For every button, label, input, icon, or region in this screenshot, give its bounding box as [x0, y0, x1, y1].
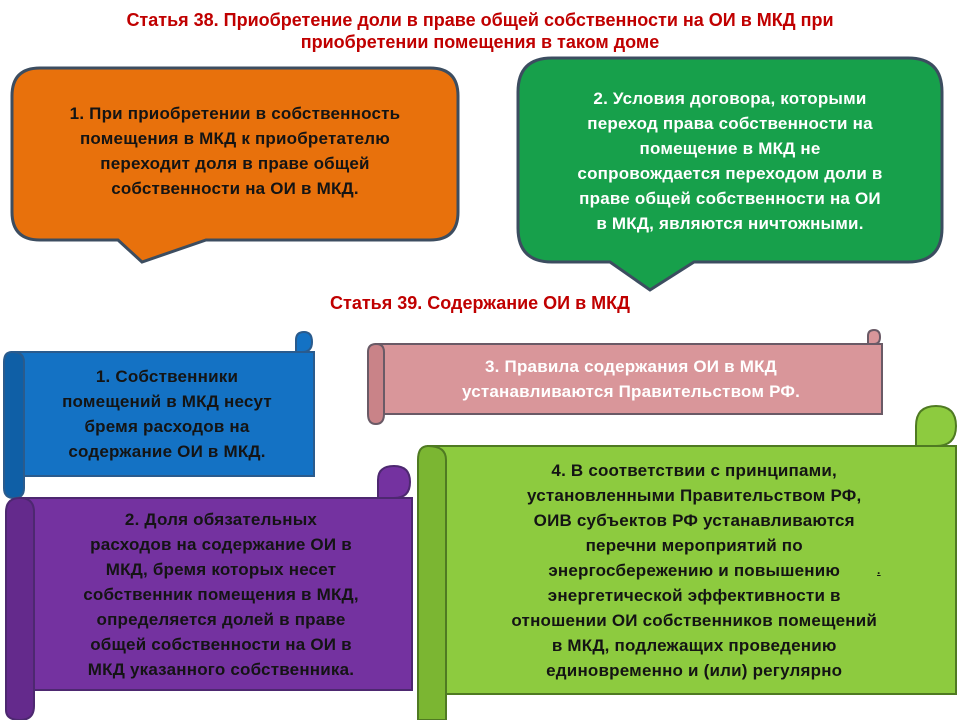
trailing-dot: . — [877, 562, 881, 577]
scroll-3-text: 3. Правила содержания ОИ в МКД устанавливаются Правительством РФ. — [461, 357, 801, 401]
scroll-2-text: 2. Доля обязательных расходов на содержание ОИ в МКД, бремя которых несет собственник помещения в МКД, определяется долей в праве общей собственности на ОИ в МКД указанного собственника. — [83, 509, 359, 679]
scroll-4-main-text: 4. В соответствии с принципами, установленными Правительством РФ, ОИВ субъектов РФ устанавливаются перечни мероприятий по энергосбережению и повышению энергетической эффективности в отношении ОИ собственников помещений в МКД, подлежащих проведению единовременно и (или) регулярно — [511, 460, 878, 680]
section-title: Статья 39. Содержание ОИ в МКД — [330, 293, 630, 313]
page-title: Статья 38. Приобретение доли в праве общей собственности на ОИ в МКД при приобретении помещения в таком доме — [126, 10, 834, 52]
scroll-1-text: 1. Собственники помещений в МКД несут бремя расходов на содержание ОИ в МКД. — [62, 367, 272, 461]
callout-1-text: 1. При приобретении в собственность помещения в МКД к приобретателю переходит доля в праве общей собственности на ОИ в МКД. — [69, 104, 401, 198]
callout-2-text: 2. Условия договора, которыми переход права собственности на помещение в МКД не сопровождается переходом доли в праве общей собственности на ОИ в МКД, являются ничтожными. — [577, 89, 883, 233]
scroll-4-text — [446, 454, 946, 686]
